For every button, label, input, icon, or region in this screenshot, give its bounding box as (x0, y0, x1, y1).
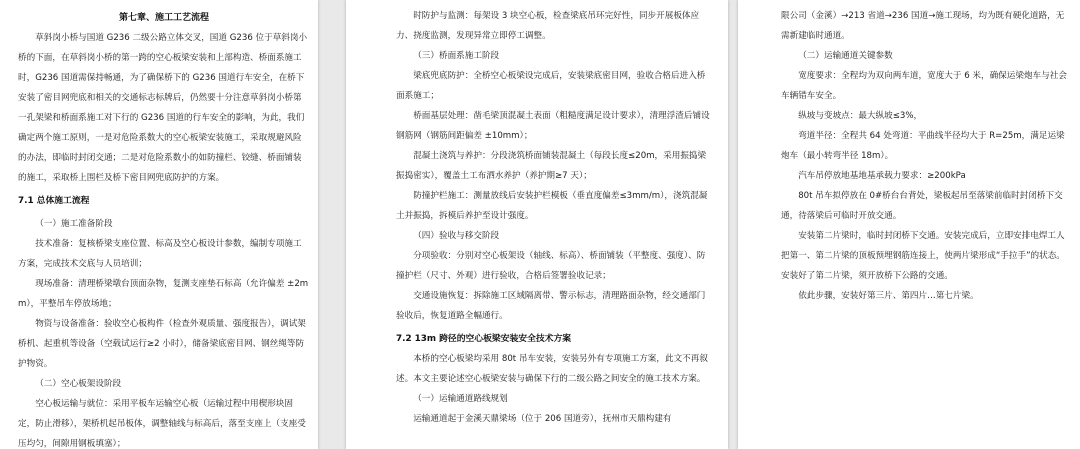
paragraph: 运输通道起于金溪天鼎梁场（位于 206 国道旁），抚州市天鼎构建有 (413, 414, 672, 424)
paragraph: 混凝土浇筑与养护：分段浇筑桥面铺装混凝土（每段长度≤20m，采用振捣梁振捣密实），覆盖土工布洒水养护（养护期≥7 天）； (396, 151, 707, 181)
paragraph: 桥面基层处理：凿毛梁顶混凝土表面（粗糙度满足设计要求），清理浮渣后铺设钢筋网（钢筋间距偏差 ±10mm）； (396, 111, 710, 141)
paragraph: 本桥的空心板梁均采用 80t 吊车安装，安装另外有专项施工方案，此文不再叙述。本文主要论述空心板梁安装与确保下行的二级公路之间安全的施工技术方案。 (396, 354, 708, 384)
paragraph: 技术准备：复核桥梁支座位置、标高及空心板设计参数，编制专项施工方案，完成技术交底与人员培训； (18, 239, 302, 269)
paragraph: 纵坡与变坡点：最大纵坡≤3%， (798, 111, 923, 121)
chapter-title: 第七章、施工工艺流程 (118, 13, 209, 23)
document-page-3 (738, 0, 1080, 449)
paragraph: 80t 吊车拟停放在 0#桥台台背处，梁板起吊至落梁前临时封闭桥下交通，待落梁后可临时开放交通。 (781, 191, 1063, 221)
paragraph: 时防护与监测：每架设 3 块空心板，检查梁底吊环完好性，同步开展板体应力、挠度监测，发现异常立即停工调整。 (396, 11, 700, 41)
sub-heading: （三）桥面系施工阶段 (413, 51, 500, 61)
paragraph: 宽度要求：全程均为双向两车道，宽度大于 6 米，确保运梁炮车与社会车辆错车安全。 (781, 71, 1067, 101)
sub-heading: （二）空心板架设阶段 (35, 379, 122, 389)
paragraph: 物资与设备准备：验收空心板构件（检查外观质量、强度报告），调试架桥机、起重机等设备（空载试运行≥2 小时），储备梁底密目网、钢丝绳等防护物资。 (18, 319, 306, 369)
paragraph: 交通设施恢复：拆除施工区域隔离带、警示标志，清理路面杂物，经交通部门验收后，恢复道路全幅通行。 (396, 291, 706, 321)
document-page-2 (346, 0, 728, 449)
paragraph: 分项验收：分别对空心板架设（轴线、标高）、桥面铺装（平整度、强度）、防撞护栏（尺寸、外观）进行验收，合格后签署验收记录； (396, 251, 706, 281)
paragraph: 草斜岗小桥与国道 G236 二级公路立体交叉，国道 G236 位于草斜岗小桥的下面，在草斜岗小桥的第一跨的空心板梁安装和上部构造、桥面系施工时，G236 国道需保持畅通，为了确保桥下的 G236 国道行车安全，在桥下安装了密目网兜底和相关的交通标志标牌后，仍然要十分注意草斜岗小桥第一孔架梁和桥面系施工对下行的 G236 国道的行车安全的影响，为此，我们确定两个施工原则，一是对危险系数大的空心板梁安装施工，采取规避风险的办法，即临时封闭交通；二是对危险系数小的如防撞栏、铰缝、桥面铺装的施工，采取桥上围栏及桥下密目网兜底防护的方案。 (18, 33, 308, 183)
paragraph: 限公司（金溪）→213 省道→236 国道→施工现场，均为既有硬化道路，无需新建临时通道。 (781, 11, 1065, 41)
section-heading: 7.1 总体施工流程 (18, 196, 90, 206)
sub-heading: （一）施工准备阶段 (35, 219, 113, 229)
sub-heading: （二）运输通道关键参数 (798, 51, 893, 61)
sub-heading: （一）运输通道路线规划 (413, 394, 508, 404)
paragraph: 现场准备：清理桥梁墩台顶面杂物，复测支座垫石标高（允许偏差 ±2mm），平整吊车停放场地； (18, 279, 309, 309)
document-page-1 (0, 0, 318, 449)
paragraph: 梁底兜底防护：全桥空心板梁设完成后，安装梁底密目网，验收合格后进入桥面系施工； (396, 71, 706, 101)
paragraph: 防撞护栏施工：测量放线后安装护栏模板（垂直度偏差≤3mm/m），浇筑混凝土并振捣，拆模后养护至设计强度。 (396, 191, 708, 221)
paragraph: 弯道半径：全程共 64 处弯道：平曲线半径均大于 R=25m，满足运梁炮车（最小转弯半径 18m）。 (781, 131, 1065, 161)
paragraph: 空心板运输与就位：采用平板车运输空心板（运输过程中用楔形块固定，防止滑移），架桥机起吊板体，调整轴线与标高后，落至支座上（支座受压均匀，间隙用钢板填塞）； (18, 399, 306, 449)
section-heading: 7.2 13m 跨径的空心板梁安装安全技术方案 (396, 334, 572, 344)
sub-heading: （四）验收与移交阶段 (413, 231, 500, 241)
paragraph: 汽车吊停放地基地基承载力要求：≥200kPa (798, 171, 966, 181)
paragraph: 安装第二片梁时，临时封闭桥下交通。安装完成后，立即安排电焊工人把第一、第二片梁的顶板预埋钢筋连接上，使两片梁形成“手拉手”的状态。安装好了第二片梁，须开放桥下公路的交通。 (781, 231, 1065, 281)
paragraph: 依此步骤，安装好第三片、第四片…第七片梁。 (798, 291, 979, 301)
